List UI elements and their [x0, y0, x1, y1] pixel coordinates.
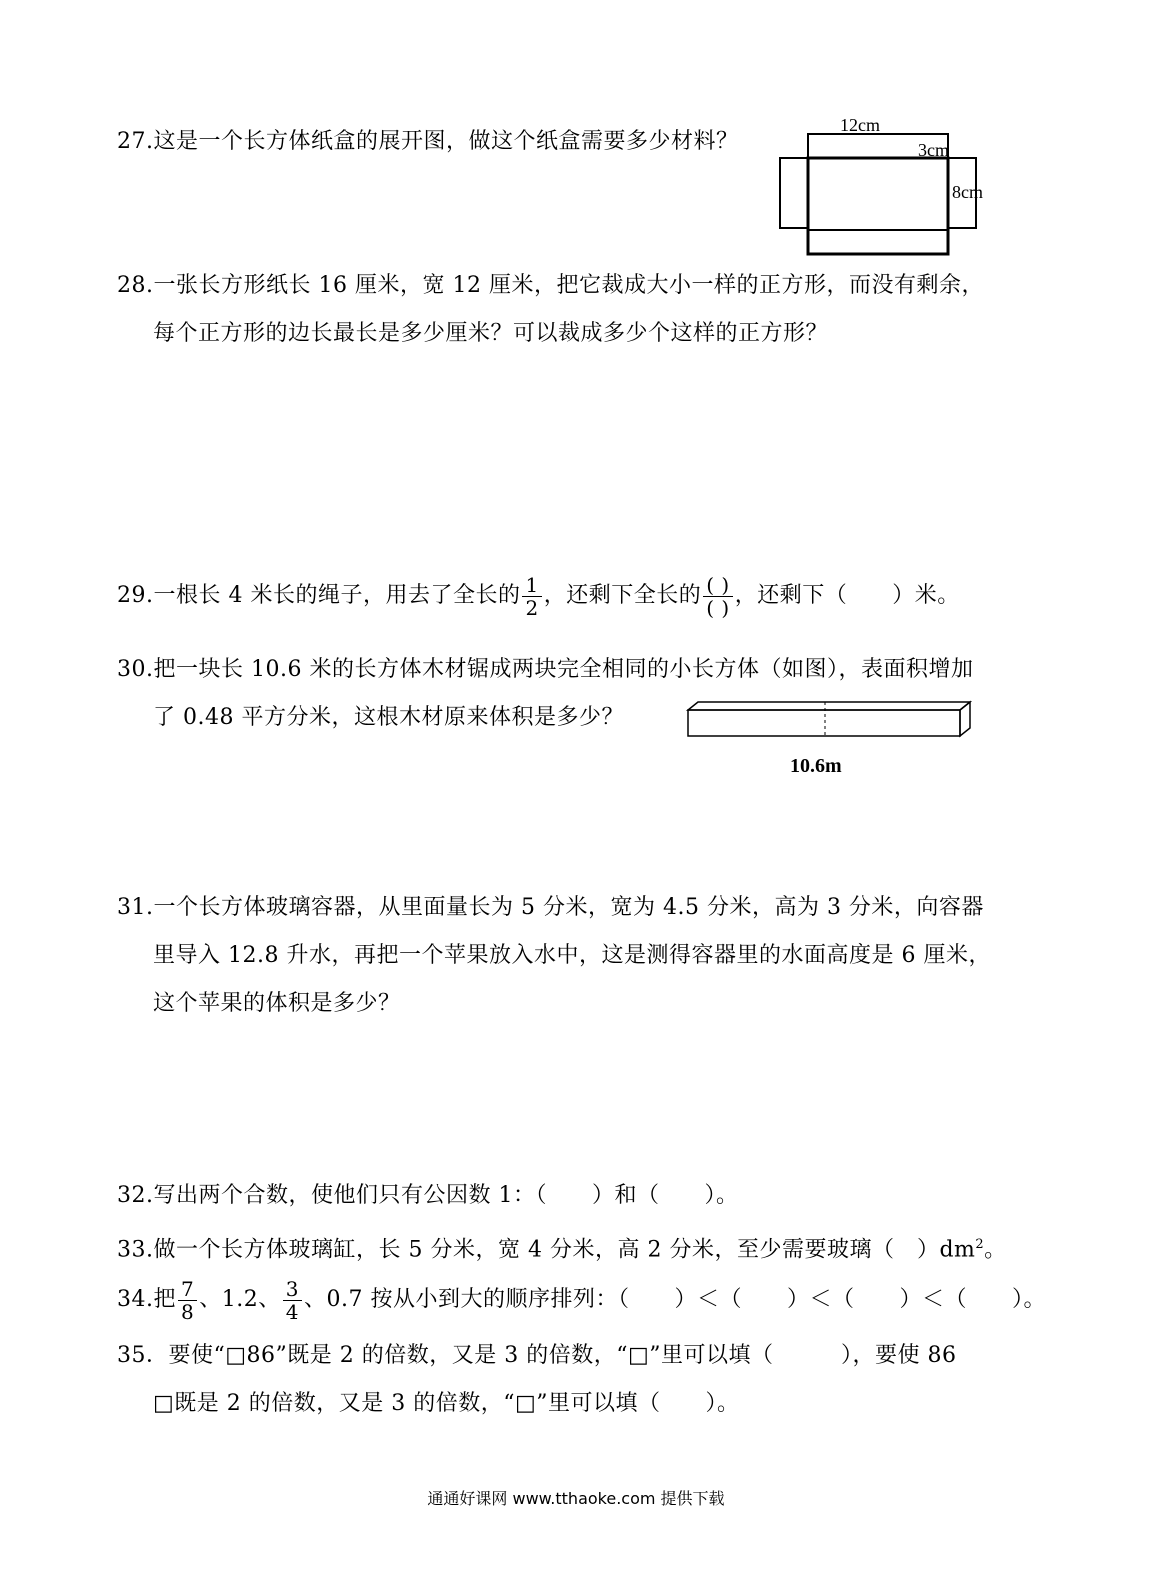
label-3cm: 3cm — [918, 140, 949, 160]
question-33 — [117, 1231, 1007, 1264]
question-32: 32.写出两个合数，使他们只有公因数 1：（ ）和（ ）。 — [117, 1183, 739, 1208]
question-31-line3: 这个苹果的体积是多少？ — [153, 991, 401, 1016]
question-30-line2: 了 0.48 平方分米，这根木材原来体积是多少？ — [153, 705, 624, 730]
q33-end: 。 — [984, 1237, 1007, 1263]
q29-part2: ，还剩下全长的 — [543, 583, 702, 608]
q34-part2: 、1.2、 — [199, 1287, 281, 1312]
q33-superscript: 2 — [975, 1237, 985, 1252]
page-footer: 通通好课网 www.tthaoke.com 提供下载 — [427, 1489, 725, 1508]
wood-beam-diagram — [680, 696, 980, 786]
fraction-3-4: $\frac{3}{4}$ — [283, 1278, 302, 1323]
question-28-line2: 每个正方形的边长最长是多少厘米？可以裁成多少个这样的正方形？ — [153, 321, 829, 346]
fraction-blank: $\frac{( )}{( )}$ — [703, 574, 732, 619]
question-35-line2: □既是 2 的倍数，又是 3 的倍数，“□”里可以填（ ）。 — [153, 1391, 740, 1416]
question-31-line1: 31.一个长方体玻璃容器，从里面量长为 5 分米，宽为 4.5 分米，高为 3 分米，向容器 — [117, 895, 984, 920]
question-34 — [117, 1270, 1046, 1330]
fraction-7-8: $\frac{7}{8}$ — [178, 1278, 197, 1323]
question-31-line2: 里导入 12.8 升水，再把一个苹果放入水中，这是测得容器里的水面高度是 6 厘米， — [153, 943, 991, 968]
fraction-1-2: $\frac{1}{2}$ — [522, 574, 541, 619]
q34-part1: 34.把 — [117, 1287, 176, 1312]
beam-length-label: 10.6m — [790, 755, 842, 777]
question-28-line1: 28.一张长方形纸长 16 厘米，宽 12 厘米，把它裁成大小一样的正方形，而没有剩余， — [117, 273, 984, 298]
label-8cm: 8cm — [952, 182, 983, 202]
question-30-line1: 30.把一块长 10.6 米的长方体木材锯成两块完全相同的小长方体（如图），表面积增加 — [117, 657, 974, 682]
q29-part3: ，还剩下（ ）米。 — [734, 583, 960, 608]
box-net-diagram — [770, 112, 1000, 262]
q29-part1: 29.一根长 4 米长的绳子，用去了全长的 — [117, 583, 521, 608]
question-27: 27.这是一个长方体纸盒的展开图，做这个纸盒需要多少材料？ — [117, 129, 739, 154]
label-12cm: 12cm — [840, 115, 880, 135]
question-29 — [117, 566, 960, 626]
question-35-line1: 35．要使“□86”既是 2 的倍数，又是 3 的倍数，“□”里可以填（ ），要使 86 — [117, 1343, 957, 1368]
q34-part3: 、0.7 按从小到大的顺序排列：（ ）＜（ ）＜（ ）＜（ ）。 — [303, 1287, 1046, 1312]
q33-text: 33.做一个长方体玻璃缸，长 5 分米，宽 4 分米，高 2 分米，至少需要玻璃（ ）dm — [117, 1237, 976, 1263]
